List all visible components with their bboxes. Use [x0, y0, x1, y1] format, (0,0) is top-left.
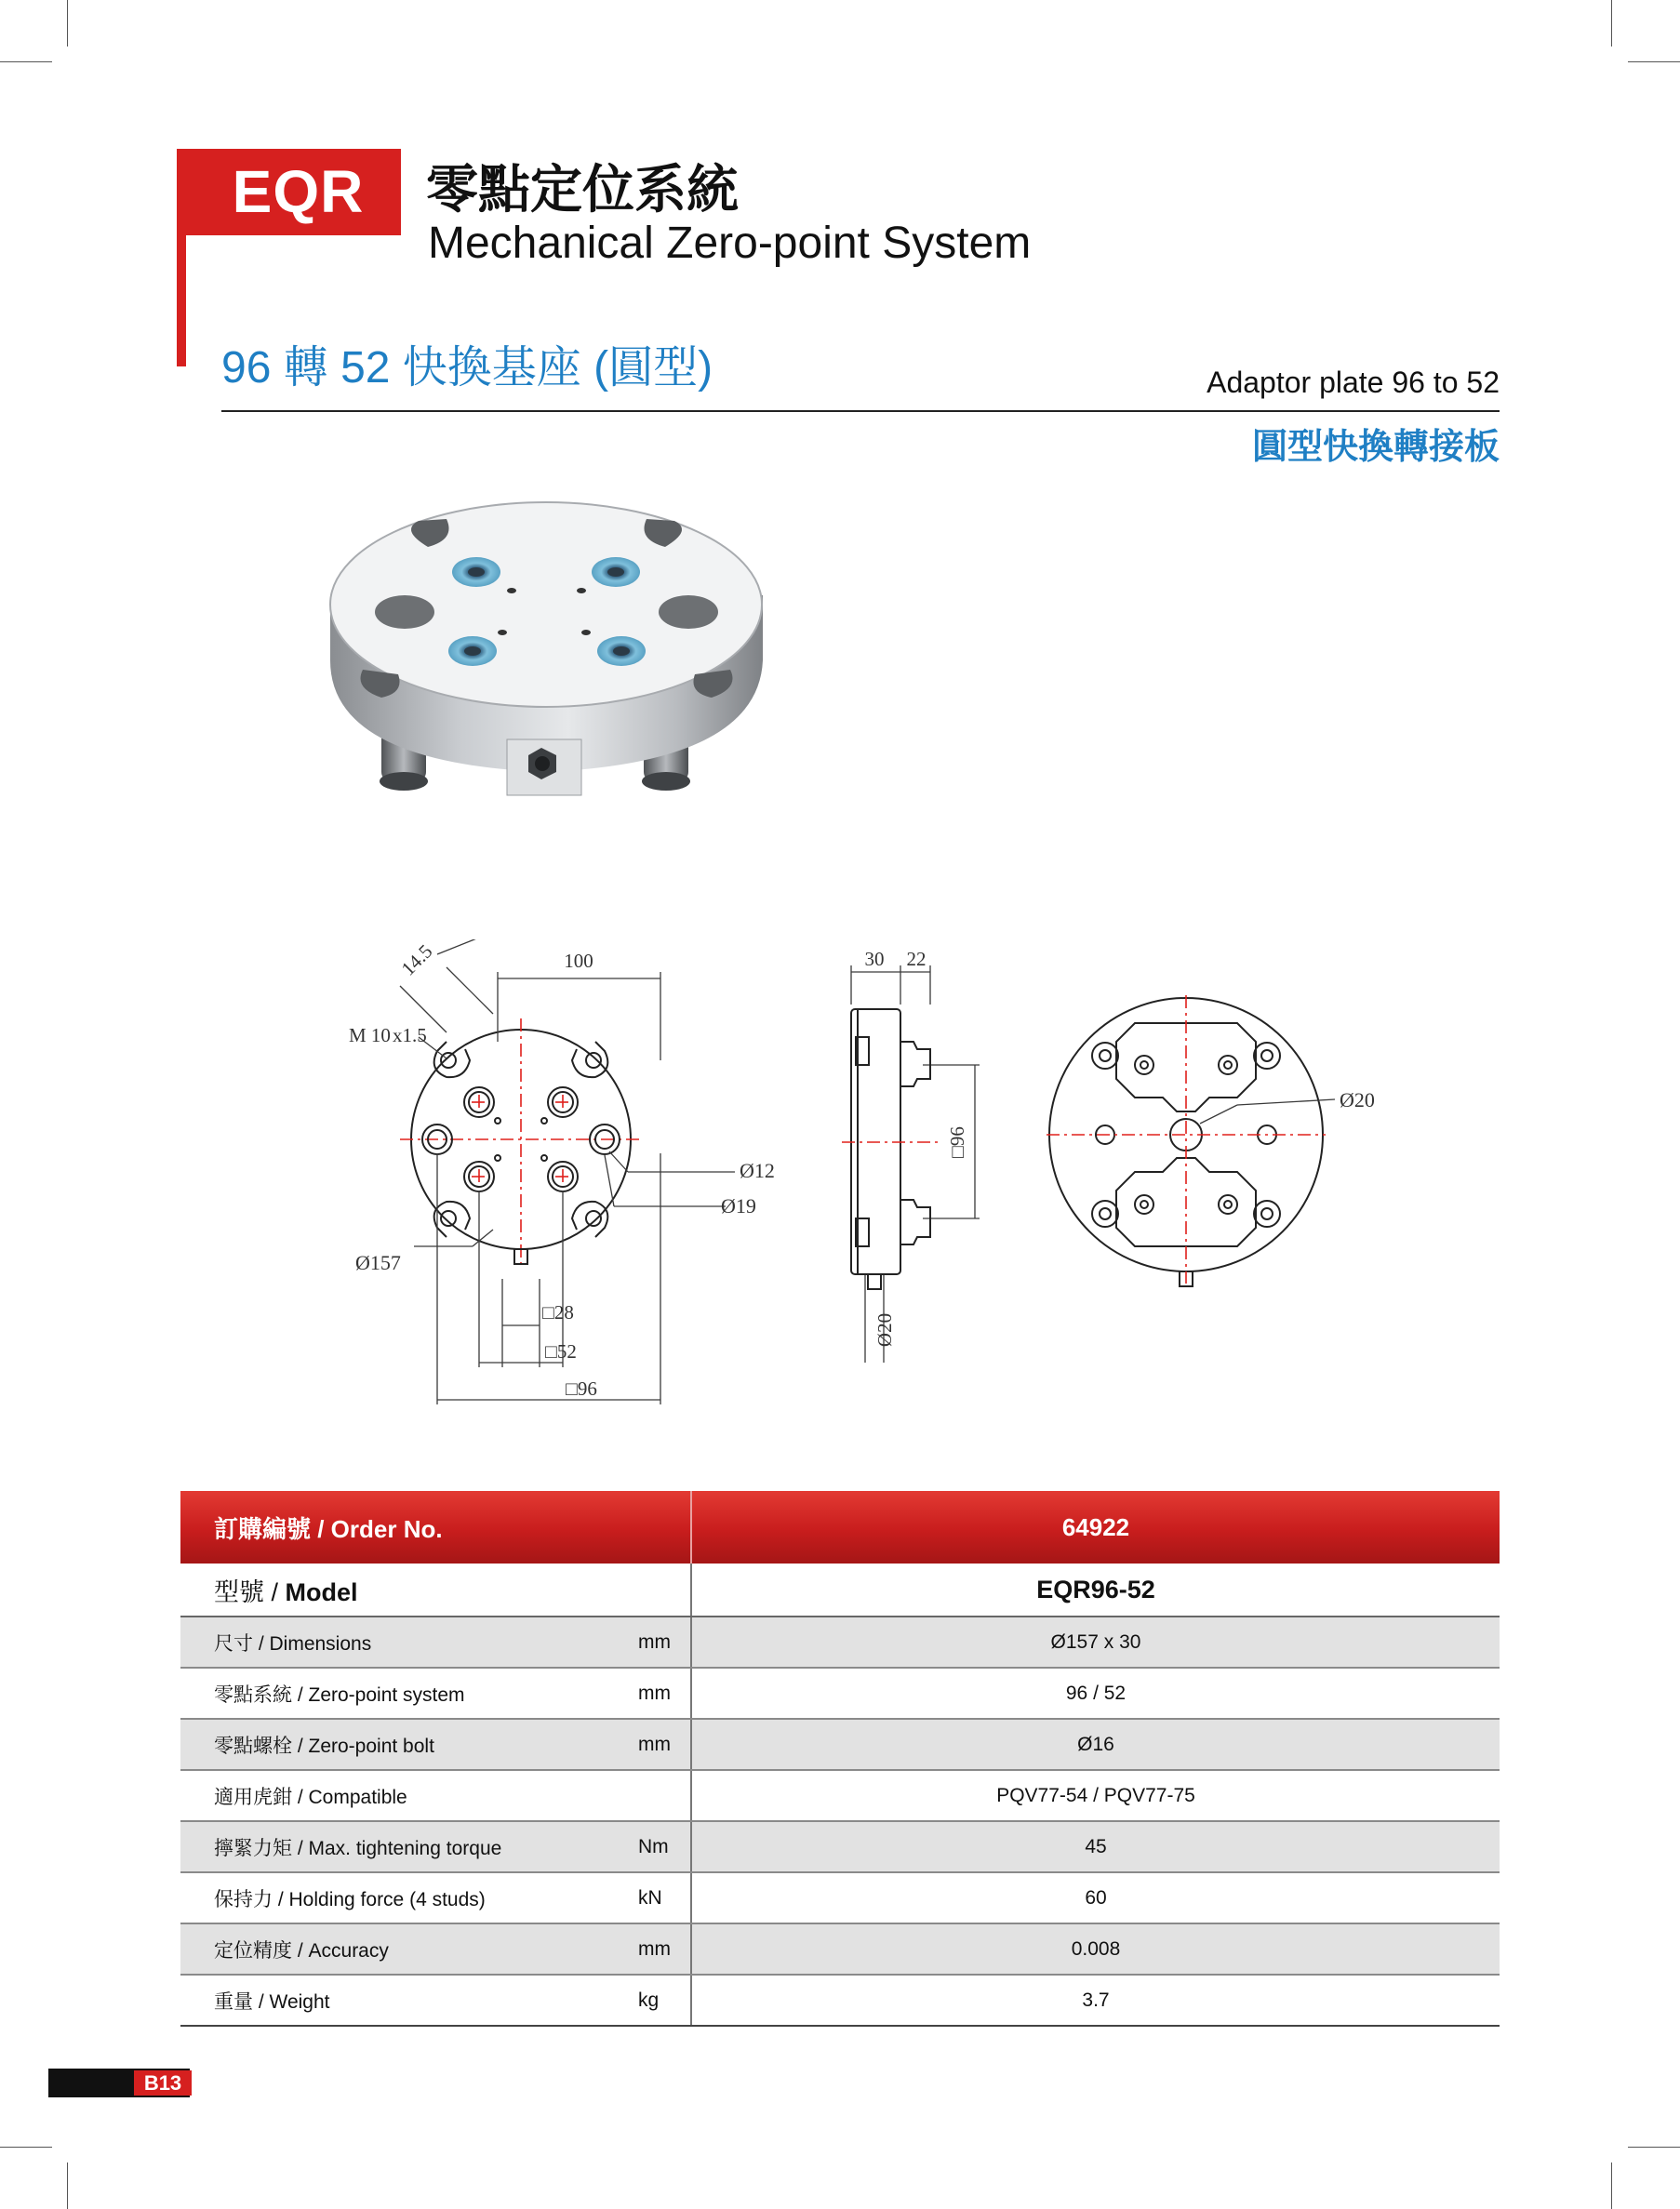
- spec-table: [180, 1491, 1500, 2027]
- row-value: Ø16: [691, 1719, 1500, 1770]
- dim-side-dia-20: Ø20: [873, 1312, 896, 1348]
- row-value: PQV77-54 / PQV77-75: [691, 1770, 1500, 1821]
- row-label: 定位精度 / Accuracy: [180, 1923, 638, 1975]
- side-view-drawing: [837, 939, 1005, 1377]
- row-label: 重量 / Weight: [180, 1975, 638, 2026]
- brand-code: EQR: [232, 158, 365, 225]
- row-unit: mm: [638, 1668, 691, 1719]
- order-row: [180, 1491, 1500, 1564]
- page-title-en: Mechanical Zero-point System: [428, 219, 1032, 268]
- title-divider: [221, 410, 1500, 412]
- order-value: 64922: [691, 1491, 1500, 1564]
- dim-thread: M 10: [349, 1024, 391, 1046]
- model-label-zh: 型號 /: [214, 1577, 286, 1606]
- dim-side-sq-96: □96: [946, 1126, 968, 1158]
- dim-30: 30: [864, 948, 885, 970]
- crop-mark: [1628, 61, 1680, 62]
- crop-mark: [1628, 2147, 1680, 2148]
- row-unit: Nm: [638, 1821, 691, 1872]
- model-label-en: Model: [285, 1577, 358, 1606]
- row-unit: kN: [638, 1872, 691, 1923]
- table-row: [180, 1668, 1500, 1719]
- crop-mark: [0, 2147, 52, 2148]
- crop-mark: [0, 61, 52, 62]
- dim-dia-large: Ø19: [721, 1194, 756, 1218]
- row-label: 零點系統 / Zero-point system: [180, 1668, 638, 1719]
- dim-22: 22: [906, 948, 927, 970]
- row-unit: mm: [638, 1923, 691, 1975]
- row-value: 60: [691, 1872, 1500, 1923]
- dim-back-dia-20: Ø20: [1340, 1088, 1375, 1111]
- product-title-zh: 96 轉 52 快換基座 (圓型): [221, 343, 713, 393]
- row-unit: [638, 1770, 691, 1821]
- row-label: 適用虎鉗 / Compatible: [180, 1770, 638, 1821]
- table-row: [180, 1872, 1500, 1923]
- row-value: 45: [691, 1821, 1500, 1872]
- dim-thread-pitch: x1.5: [393, 1024, 427, 1046]
- page-number: B13: [134, 2070, 192, 2096]
- product-render: [316, 493, 781, 828]
- product-subtitle-zh: 圓型快換轉接板: [1251, 428, 1500, 467]
- model-value: EQR96-52: [691, 1564, 1500, 1617]
- crop-mark: [67, 0, 68, 47]
- table-row: [180, 1975, 1500, 2026]
- crop-mark: [1611, 0, 1612, 47]
- dim-sq-28: □28: [542, 1301, 574, 1324]
- product-title-en: Adaptor plate 96 to 52: [1207, 366, 1500, 399]
- crop-mark: [1611, 2162, 1612, 2209]
- dim-dia-small: Ø12: [740, 1159, 775, 1182]
- dim-slot: 14.5: [396, 939, 437, 980]
- dim-width: 100: [564, 950, 593, 972]
- row-unit: kg: [638, 1975, 691, 2026]
- row-unit: mm: [638, 1617, 691, 1668]
- table-row: [180, 1923, 1500, 1975]
- row-label: 零點螺栓 / Zero-point bolt: [180, 1719, 638, 1770]
- row-unit: mm: [638, 1719, 691, 1770]
- row-value: 3.7: [691, 1975, 1500, 2026]
- dim-sq-96: □96: [566, 1377, 597, 1400]
- row-value: Ø157 x 30: [691, 1617, 1500, 1668]
- order-label: 訂購編號 / Order No.: [180, 1491, 691, 1564]
- row-value: 96 / 52: [691, 1668, 1500, 1719]
- front-view-drawing: [335, 939, 819, 1414]
- back-view-drawing: [1042, 986, 1414, 1302]
- row-label: 尺寸 / Dimensions: [180, 1617, 638, 1668]
- page-title-zh: 零點定位系統: [426, 160, 739, 219]
- dim-dia-outer: Ø157: [355, 1251, 401, 1274]
- row-label: 保持力 / Holding force (4 studs): [180, 1872, 638, 1923]
- row-label: 擰緊力矩 / Max. tightening torque: [180, 1821, 638, 1872]
- table-row: [180, 1719, 1500, 1770]
- table-row: [180, 1821, 1500, 1872]
- model-row: [180, 1564, 1500, 1617]
- table-row: [180, 1617, 1500, 1668]
- row-value: 0.008: [691, 1923, 1500, 1975]
- table-row: [180, 1770, 1500, 1821]
- dim-sq-52: □52: [545, 1340, 577, 1363]
- crop-mark: [67, 2162, 68, 2209]
